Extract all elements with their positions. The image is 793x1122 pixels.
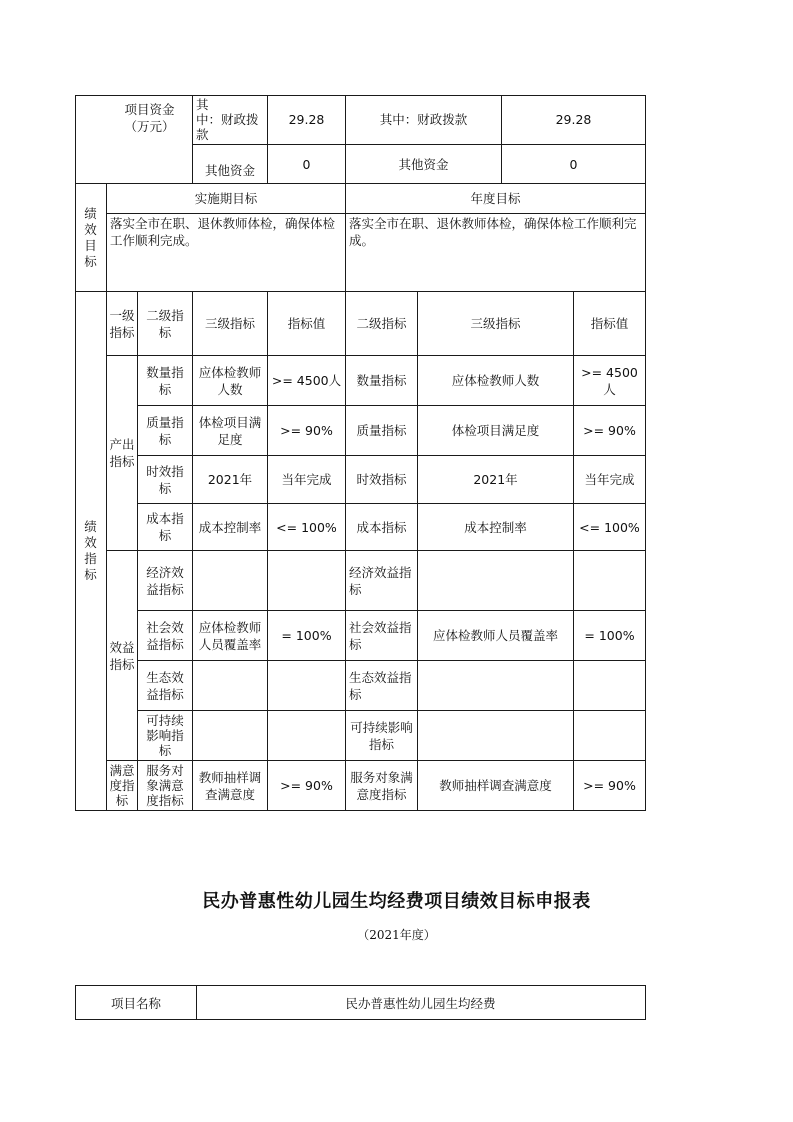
project-name-table: [75, 985, 646, 1020]
table-row-cell: 社会效 益指标: [138, 611, 193, 661]
funds-sub2-label-right: 其他资金: [346, 145, 502, 184]
satisfaction-indicators-label: 满意 度指 标: [107, 761, 138, 811]
form-year: （2021年度）: [357, 928, 436, 942]
header-value: 指标值: [268, 292, 346, 356]
table-row-cell: 可持续 影响指 标: [138, 711, 193, 761]
table-row-cell: 生态效 益指标: [138, 661, 193, 711]
table-row-cell: 时效指标: [346, 456, 418, 504]
project-name-label: 项目名称: [76, 986, 197, 1019]
table-row-cell: 可持续影响 指标: [346, 711, 418, 761]
table-row-cell: 应体检教师 人员覆盖率: [193, 611, 268, 661]
form-title: 民办普惠性幼儿园生均经费项目绩效目标申报表: [202, 891, 591, 912]
funds-sub2-value: 0: [268, 145, 346, 184]
header-level3-right: 三级指标: [418, 292, 574, 356]
table-row-cell: 服务对 象满意 度指标: [138, 761, 193, 811]
table-row-cell: 应体检教师人员覆盖率: [418, 611, 574, 661]
goals-impl-text: 落实全市在职、退休教师体检，确保体检工作顺利完成。: [107, 214, 346, 292]
table-row-cell: 质量指标: [346, 406, 418, 456]
table-row-cell: >= 90%: [268, 406, 346, 456]
table-row-cell: 当年完成: [574, 456, 646, 504]
header-level2: 二级指 标: [138, 292, 193, 356]
goals-label: 绩 效 目 标: [75, 184, 107, 292]
table-row-cell: 时效指 标: [138, 456, 193, 504]
table-row-cell: >= 90%: [574, 761, 646, 811]
header-level2-right: 二级指标: [346, 292, 418, 356]
indicators-label: 绩 效 指 标: [75, 292, 107, 811]
output-indicators-label: 产出 指标: [107, 356, 138, 551]
funds-left-spacer: [75, 95, 107, 184]
table-row-cell: [268, 711, 346, 761]
funds-label: 项目资金 （万元）: [107, 95, 193, 184]
table-row-cell: 教师抽样调 查满意度: [193, 761, 268, 811]
table-row-cell: <= 100%: [574, 504, 646, 551]
table-row-cell: [418, 661, 574, 711]
funds-sub2-label: 其他资金: [193, 145, 268, 184]
table-row-cell: 经济效 益指标: [138, 551, 193, 611]
table-row-cell: [418, 551, 574, 611]
table-row-cell: [574, 711, 646, 761]
goals-annual-text: 落实全市在职、退休教师体检，确保体检工作顺利完成。: [346, 214, 646, 292]
table-row-cell: 成本控制率: [193, 504, 268, 551]
table-row-cell: [193, 551, 268, 611]
funds-sub1-value-right: 29.28: [502, 95, 646, 145]
table-row-cell: 应体检教师 人数: [193, 356, 268, 406]
table-row-cell: >= 90%: [268, 761, 346, 811]
table-row-cell: [574, 551, 646, 611]
table-row-cell: >= 4500人: [268, 356, 346, 406]
table-row-cell: 成本控制率: [418, 504, 574, 551]
table-row-cell: >= 90%: [574, 406, 646, 456]
table-row-cell: >= 4500人: [574, 356, 646, 406]
table-row-cell: 经济效益指 标: [346, 551, 418, 611]
table-row-cell: 社会效益指 标: [346, 611, 418, 661]
funds-sub1-label: 其 中：财政拨 款: [193, 95, 268, 145]
funds-sub1-label-right: 其中：财政拨款: [346, 95, 502, 145]
table-row-cell: [268, 661, 346, 711]
table-row-cell: 质量指 标: [138, 406, 193, 456]
table-row-cell: [574, 661, 646, 711]
header-level1: 一级 指标: [107, 292, 138, 356]
table-row-cell: 生态效益指 标: [346, 661, 418, 711]
table-row-cell: 2021年: [418, 456, 574, 504]
table-row-cell: 体检项目满 足度: [193, 406, 268, 456]
project-name-value: 民办普惠性幼儿园生均经费: [345, 995, 496, 1011]
benefit-indicators-label: 效益 指标: [107, 551, 138, 761]
table-row-cell: 数量指 标: [138, 356, 193, 406]
goals-impl-header: 实施期目标: [107, 184, 346, 214]
table-row-cell: [193, 661, 268, 711]
table-row-cell: = 100%: [268, 611, 346, 661]
table-row-cell: 成本指标: [346, 504, 418, 551]
funds-sub1-value: 29.28: [268, 95, 346, 145]
header-value-right: 指标值: [574, 292, 646, 356]
table-row-cell: 2021年: [193, 456, 268, 504]
table-row-cell: 教师抽样调查满意度: [418, 761, 574, 811]
table-row-cell: [268, 551, 346, 611]
table-row-cell: 数量指标: [346, 356, 418, 406]
table-row-cell: <= 100%: [268, 504, 346, 551]
goals-annual-header: 年度目标: [346, 184, 646, 214]
table-row-cell: [193, 711, 268, 761]
table-row-cell: 体检项目满足度: [418, 406, 574, 456]
table-row-cell: [418, 711, 574, 761]
table-row-cell: 服务对象满 意度指标: [346, 761, 418, 811]
funds-sub2-value-right: 0: [502, 145, 646, 184]
table-row-cell: = 100%: [574, 611, 646, 661]
header-level3: 三级指标: [193, 292, 268, 356]
table-row-cell: 成本指 标: [138, 504, 193, 551]
table-row-cell: 当年完成: [268, 456, 346, 504]
table-row-cell: 应体检教师人数: [418, 356, 574, 406]
